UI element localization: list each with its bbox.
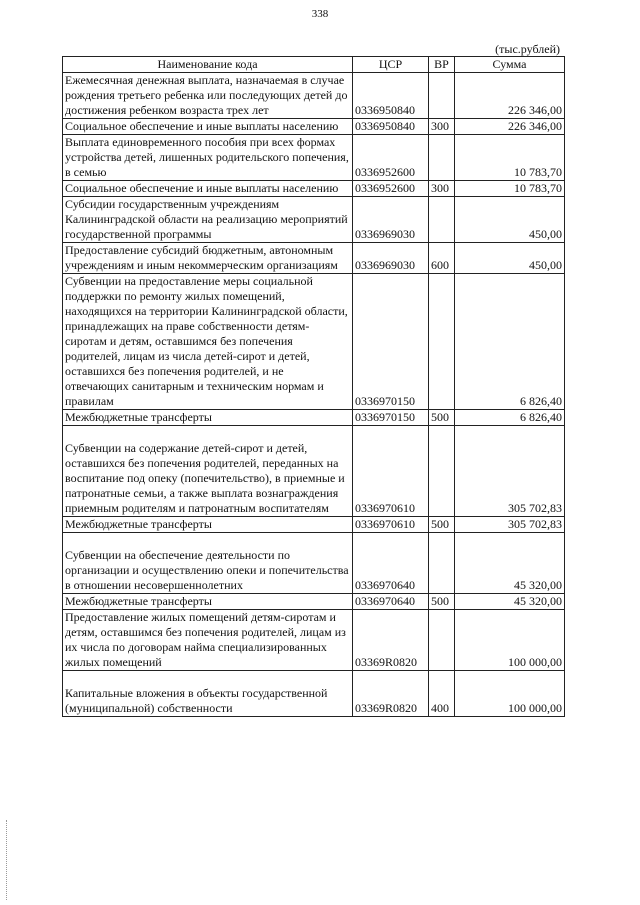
row-csr: 03369R0820 [353, 671, 429, 717]
row-name-text: Капитальные вложения в объекты государственной (муниципальной) собственности [65, 686, 328, 715]
row-csr: 0336970640 [353, 533, 429, 594]
blank-line [65, 533, 350, 548]
row-name: Выплата единовременного пособия при всех формах устройства детей, лишенных родительского попечения, в семью [63, 135, 353, 181]
table-row [63, 181, 565, 197]
row-name: Социальное обеспечение и иные выплаты населению [63, 119, 353, 135]
row-name-text: Субвенции на обеспечение деятельности по организации и осуществлению опеки и попечительства в отношении несовершеннолетних [65, 548, 349, 592]
row-name [63, 671, 353, 717]
table-row [63, 594, 565, 610]
row-vr [429, 274, 455, 410]
row-csr: 0336970150 [353, 410, 429, 426]
blank-line [65, 671, 350, 686]
row-vr [429, 533, 455, 594]
row-sum: 10 783,70 [455, 135, 565, 181]
row-name: Предоставление субсидий бюджетным, автономным учреждениям и иным некоммерческим организациям [63, 243, 353, 274]
row-vr [429, 426, 455, 517]
row-csr: 0336970610 [353, 426, 429, 517]
row-csr: 0336950840 [353, 119, 429, 135]
row-csr: 0336950840 [353, 73, 429, 119]
row-name [63, 426, 353, 517]
units-label: (тыс.рублей) [495, 42, 560, 56]
table-row [63, 274, 565, 410]
row-vr [429, 197, 455, 243]
row-vr: 500 [429, 517, 455, 533]
table-row [63, 410, 565, 426]
header-vr: ВР [429, 57, 455, 73]
row-vr: 300 [429, 181, 455, 197]
budget-table [62, 56, 565, 717]
row-name: Ежемесячная денежная выплата, назначаемая в случае рождения третьего ребенка или последующих детей до достижения ребенком возраста трех лет [63, 73, 353, 119]
row-name: Субвенции на предоставление меры социальной поддержки по ремонту жилых помещений, находящихся на территории Калининградской области, принадлежащих на праве собственности детям-сиротам и детям, оставшимся без попечения родителей, лицам из числа детей-сирот и детей, оставшихся без попечения родителей, и не отвечающих санитарным и техническим нормам и правилам [63, 274, 353, 410]
row-sum: 100 000,00 [455, 671, 565, 717]
row-csr: 0336952600 [353, 181, 429, 197]
row-sum: 450,00 [455, 197, 565, 243]
row-vr [429, 73, 455, 119]
table-row [63, 243, 565, 274]
page-number: 338 [311, 8, 329, 20]
row-name: Предоставление жилых помещений детям-сиротам и детям, оставшимся без попечения родителей, лицам из их числа по договорам найма специализированных жилых помещений [63, 610, 353, 671]
row-vr: 400 [429, 671, 455, 717]
row-sum: 226 346,00 [455, 119, 565, 135]
table-row [63, 517, 565, 533]
row-vr: 500 [429, 594, 455, 610]
row-vr [429, 610, 455, 671]
row-vr: 500 [429, 410, 455, 426]
row-sum: 100 000,00 [455, 610, 565, 671]
row-csr: 0336970610 [353, 517, 429, 533]
row-vr: 600 [429, 243, 455, 274]
row-name-text: Субвенции на содержание детей-сирот и детей, оставшихся без попечения родителей, переданных на воспитание под опеку (попечительство), в приемные и патронатные семьи, а также выплата вознаграждения приемным родителям и патронатным воспитателям [65, 441, 345, 515]
header-csr: ЦСР [353, 57, 429, 73]
row-csr: 0336969030 [353, 243, 429, 274]
row-csr: 0336970150 [353, 274, 429, 410]
row-vr [429, 135, 455, 181]
table-header-row [63, 57, 565, 73]
table-row [63, 426, 565, 517]
header-sum: Сумма [455, 57, 565, 73]
row-name: Межбюджетные трансферты [63, 517, 353, 533]
scan-margin-dots [6, 820, 9, 900]
row-sum: 45 320,00 [455, 533, 565, 594]
row-sum: 305 702,83 [455, 426, 565, 517]
row-name [63, 533, 353, 594]
row-name: Субсидии государственным учреждениям Калининградской области на реализацию мероприятий государственной программы [63, 197, 353, 243]
row-vr: 300 [429, 119, 455, 135]
table-row [63, 135, 565, 181]
row-sum: 10 783,70 [455, 181, 565, 197]
row-sum: 226 346,00 [455, 73, 565, 119]
table-row [63, 197, 565, 243]
row-name: Социальное обеспечение и иные выплаты населению [63, 181, 353, 197]
row-name: Межбюджетные трансферты [63, 410, 353, 426]
table-row [63, 533, 565, 594]
row-name: Межбюджетные трансферты [63, 594, 353, 610]
table-row [63, 119, 565, 135]
blank-line [65, 426, 350, 441]
table-row [63, 610, 565, 671]
row-sum: 6 826,40 [455, 274, 565, 410]
row-sum: 450,00 [455, 243, 565, 274]
row-csr: 0336970640 [353, 594, 429, 610]
table-row [63, 73, 565, 119]
row-csr: 0336952600 [353, 135, 429, 181]
header-name: Наименование кода [63, 57, 353, 73]
row-sum: 305 702,83 [455, 517, 565, 533]
row-csr: 03369R0820 [353, 610, 429, 671]
table-row [63, 671, 565, 717]
row-sum: 6 826,40 [455, 410, 565, 426]
row-csr: 0336969030 [353, 197, 429, 243]
row-sum: 45 320,00 [455, 594, 565, 610]
